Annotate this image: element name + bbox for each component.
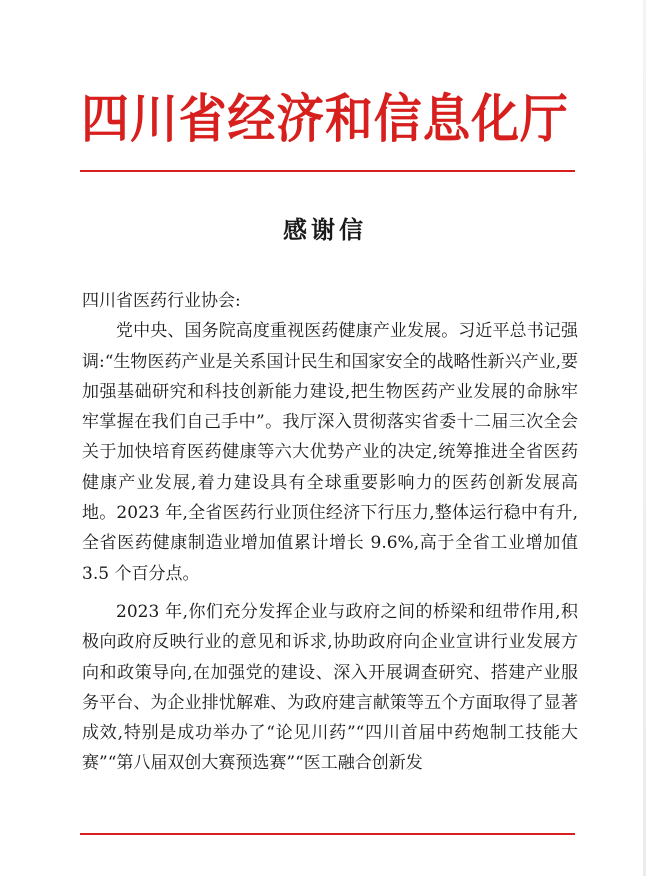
scan-edge (643, 0, 646, 876)
body-paragraph-1: 党中央、国务院高度重视医药健康产业发展。习近平总书记强调:“生物医药产业是关系国计民生和国家安全的战略性新兴产业,要加强基础研究和科技创新能力建设,把生物医药产业发展的命脉牢牢掌握在我们自己手中”。我厅深入贯彻落实省委十二届三次全会关于加快培育医药健康等六大优势产业的决定,统筹推进全省医药健康产业发展,着力建设具有全球重要影响力的医药创新发展高地。2023 年,全省医药行业顶住经济下行压力,整体运行稳中有升,全省医药健康制造业增加值累计增长 9.6%,高于全省工业增加值 3.5 个百分点。 (82, 321, 578, 584)
letterhead-org-name: 四川省经济和信息化厅 (81, 89, 569, 150)
salutation: 四川省医药行业协会: (82, 291, 241, 311)
footer-divider (80, 833, 575, 835)
document-body (82, 286, 578, 779)
document-title: 感谢信 (283, 215, 367, 244)
letterhead-divider-top (80, 170, 575, 172)
body-paragraph-2: 2023 年,你们充分发挥企业与政府之间的桥梁和纽带作用,积极向政府反映行业的意见和诉求,协助政府向企业宣讲行业发展方向和政策导向,在加强党的建设、深入开展调查研究、搭建产业服务平台、为企业排忧解难、为政府建言献策等五个方面取得了显著成效,特别是成功举办了“论见川药”“四川首届中药炮制工技能大赛”“第八届双创大赛预选赛”“医工融合创新发 (82, 601, 578, 774)
